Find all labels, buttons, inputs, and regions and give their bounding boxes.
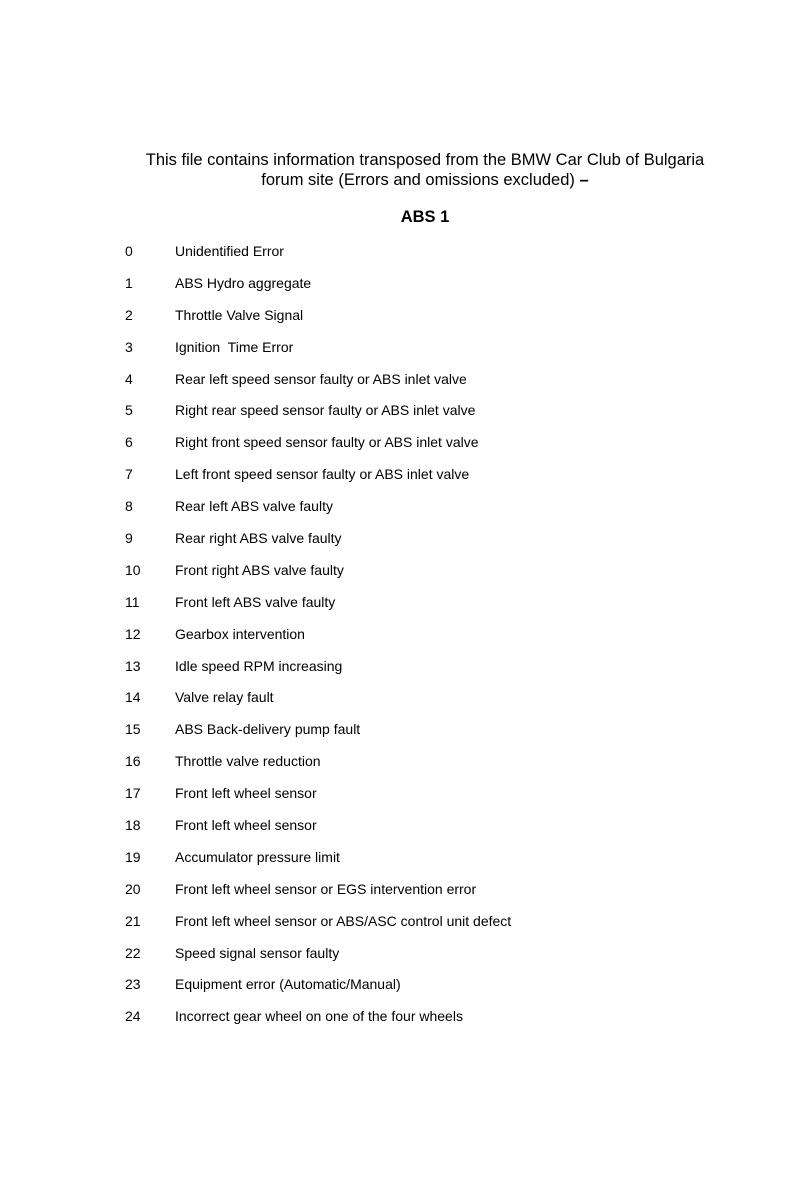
error-code-description: Left front speed sensor faulty or ABS inlet valve bbox=[175, 466, 470, 483]
error-code-description: Incorrect gear wheel on one of the four wheels bbox=[175, 1008, 463, 1025]
error-code-row bbox=[125, 974, 511, 1006]
error-code-description: Rear right ABS valve faulty bbox=[175, 530, 342, 547]
error-code-number: 12 bbox=[125, 625, 141, 642]
error-code-row bbox=[125, 592, 511, 624]
intro-line-2-wrap bbox=[110, 170, 740, 190]
intro-dash: – bbox=[579, 171, 589, 189]
error-code-number: 24 bbox=[125, 1008, 141, 1025]
error-code-number: 5 bbox=[125, 402, 133, 419]
error-code-description: Unidentified Error bbox=[175, 243, 284, 259]
error-code-description: Idle speed RPM increasing bbox=[175, 657, 343, 674]
error-code-row bbox=[125, 847, 511, 879]
error-code-description: Right front speed sensor faulty or ABS inlet valve bbox=[175, 434, 479, 451]
error-code-row bbox=[125, 656, 511, 688]
error-code-row bbox=[125, 337, 511, 369]
error-code-description: ABS Hydro aggregate bbox=[175, 274, 312, 291]
error-code-number: 17 bbox=[125, 785, 141, 802]
error-code-row bbox=[125, 273, 511, 305]
error-code-number: 1 bbox=[125, 274, 133, 291]
error-code-number: 21 bbox=[125, 912, 141, 929]
error-code-description: Right rear speed sensor faulty or ABS inlet valve bbox=[175, 402, 476, 419]
error-code-description: Front right ABS valve faulty bbox=[175, 561, 344, 578]
error-code-row bbox=[125, 911, 511, 943]
error-code-number: 16 bbox=[125, 753, 141, 770]
error-code-number: 6 bbox=[125, 434, 133, 451]
error-code-number: 15 bbox=[125, 721, 141, 738]
error-code-description: Front left wheel sensor or ABS/ASC control unit defect bbox=[175, 912, 512, 929]
error-code-row bbox=[125, 305, 511, 337]
section-title: ABS 1 bbox=[400, 208, 450, 226]
error-code-row bbox=[125, 496, 511, 528]
error-code-description: ABS Back-delivery pump fault bbox=[175, 721, 361, 738]
error-code-row bbox=[125, 624, 511, 656]
error-code-number: 8 bbox=[125, 498, 133, 515]
error-code-number: 4 bbox=[125, 370, 133, 387]
error-code-description: Rear left ABS valve faulty bbox=[175, 498, 333, 515]
error-code-number: 23 bbox=[125, 976, 141, 993]
error-code-description: Throttle valve reduction bbox=[175, 753, 321, 770]
error-code-description: Rear left speed sensor faulty or ABS inlet valve bbox=[175, 370, 467, 387]
error-code-number: 14 bbox=[125, 689, 141, 706]
error-code-description: Equipment error (Automatic/Manual) bbox=[175, 976, 401, 993]
error-code-description: Front left wheel sensor or EGS intervention error bbox=[175, 880, 477, 897]
error-code-row bbox=[125, 943, 511, 975]
error-code-description: Front left wheel sensor bbox=[175, 817, 317, 834]
error-code-row bbox=[125, 815, 511, 847]
error-code-number: 7 bbox=[125, 466, 133, 483]
error-code-number: 0 bbox=[125, 243, 133, 259]
error-code-description: Front left wheel sensor bbox=[175, 785, 317, 802]
intro-line-2: forum site (Errors and omissions excluded) bbox=[261, 171, 575, 189]
error-code-number: 13 bbox=[125, 657, 141, 674]
error-code-row bbox=[125, 1006, 511, 1038]
intro-paragraph bbox=[110, 150, 740, 190]
error-code-number: 10 bbox=[125, 561, 141, 578]
error-code-list bbox=[125, 241, 511, 1038]
error-code-description: Valve relay fault bbox=[175, 689, 274, 706]
error-code-number: 22 bbox=[125, 944, 141, 961]
error-code-description: Accumulator pressure limit bbox=[175, 848, 340, 865]
error-code-row bbox=[125, 241, 511, 273]
error-code-description: Gearbox intervention bbox=[175, 625, 305, 642]
error-code-number: 2 bbox=[125, 306, 133, 323]
error-code-number: 20 bbox=[125, 880, 141, 897]
error-code-description: Throttle Valve Signal bbox=[175, 306, 304, 323]
error-code-row bbox=[125, 432, 511, 464]
error-code-number: 11 bbox=[125, 593, 140, 610]
error-code-row bbox=[125, 464, 511, 496]
error-code-row bbox=[125, 783, 511, 815]
error-code-description: Ignition Time Error bbox=[175, 338, 294, 355]
error-code-description: Front left ABS valve faulty bbox=[175, 593, 336, 610]
error-code-row bbox=[125, 369, 511, 401]
error-code-row bbox=[125, 528, 511, 560]
error-code-description: Speed signal sensor faulty bbox=[175, 944, 340, 961]
error-code-number: 19 bbox=[125, 848, 141, 865]
error-code-row bbox=[125, 719, 511, 751]
error-code-row bbox=[125, 751, 511, 783]
error-code-number: 18 bbox=[125, 817, 141, 834]
error-code-number: 9 bbox=[125, 530, 133, 547]
error-code-row bbox=[125, 560, 511, 592]
error-code-row bbox=[125, 400, 511, 432]
error-code-number: 3 bbox=[125, 338, 133, 355]
error-code-row bbox=[125, 687, 511, 719]
error-code-row bbox=[125, 879, 511, 911]
intro-line-1: This file contains information transposed from the BMW Car Club of Bulgaria bbox=[145, 151, 705, 169]
